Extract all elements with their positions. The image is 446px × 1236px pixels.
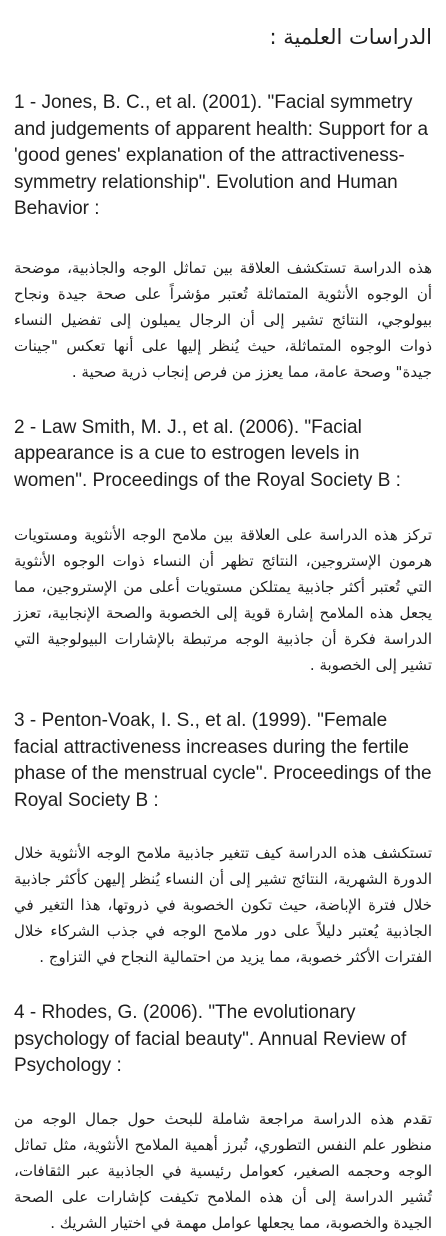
article-page (0, 22, 446, 1232)
study-3-reference: 3 - Penton-Voak, I. S., et al. (1999). "Female facial attractiveness increases during the fertile phase of the menstrual cycle". Proceedings of the Royal Society B : (14, 710, 432, 811)
study-4-reference: 4 - Rhodes, G. (2006). "The evolutionary psychology of facial beauty". Annual Review of Psychology : (14, 1002, 407, 1076)
study-1-summary: هذه الدراسة تستكشف العلاقة بين تماثل الوجه والجاذبية، موضحة أن الوجوه الأنثوية المتماثلة تُعتبر مؤشراً على صحة جيدة ونجاح بيولوجي، النتائج تشير إلى أن الرجال يميلون إلى تفضيل النساء ذوات الوجوه المتماثلة، حيث يُنظر إليها على أنها تعكس "جينات جيدة" وصحة عامة، مما يعزز من فرص إنجاب ذرية صحية . (14, 258, 432, 381)
study-2-summary: تركز هذه الدراسة على العلاقة بين ملامح الوجه الأنثوية ومستويات هرمون الإستروجين، النتائج تظهر أن النساء ذوات الوجوه الأنثوية التي تُعتبر أكثر جاذبية يمتلكن مستويات أعلى من الإستروجين، مما يجعل هذه الملامح إشارة قوية إلى الخصوبة والصحة الإنجابية، تعزز الدراسة فكرة أن جاذبية الوجه مرتبطة بالإشارات البيولوجية التي تشير إلى الخصوبة . (14, 526, 432, 674)
study-3 (14, 708, 432, 970)
study-1 (14, 90, 432, 385)
study-3-summary: تستكشف هذه الدراسة كيف تتغير جاذبية ملامح الوجه الأنثوية خلال الدورة الشهرية، النتائج تشير إلى أن النساء يُنظر إليهن كأكثر جاذبية خلال فترة الإباضة، حيث تكون الخصوبة في ذروتها، هذا التغير في الجاذبية يُعتبر دليلاً على دور ملامح الوجه في جذب الشركاء خلال الفترات الأكثر خصوبة، مما يزيد من احتمالية النجاح في التزاوج . (14, 844, 432, 966)
study-2 (14, 415, 432, 679)
study-2-reference: 2 - Law Smith, M. J., et al. (2006). "Facial appearance is a cue to estrogen levels in women". Proceedings of the Royal Society B : (14, 416, 401, 491)
study-4 (14, 1000, 432, 1236)
section-heading: الدراسات العلمية : (269, 25, 432, 49)
study-1-reference: 1 - Jones, B. C., et al. (2001). "Facial symmetry and judgements of apparent health: Support for a 'good genes' explanation of the attractiveness-symmetry relationship". Evolution and Human Behavior : (14, 92, 429, 219)
study-4-summary: تقدم هذه الدراسة مراجعة شاملة للبحث حول جمال الوجه من منظور علم النفس التطوري، تُبرز أهمية الملامح الأنثوية، مثل تماثل الوجه وحجمه الصغير، كعوامل رئيسية في الجاذبية عبر الثقافات، تُشير الدراسة إلى أن هذه الملامح تكيفت كإشارات على الصحة الجيدة والخصوبة، مما يجعلها عوامل مهمة في اختيار الشريك . (14, 1109, 432, 1232)
